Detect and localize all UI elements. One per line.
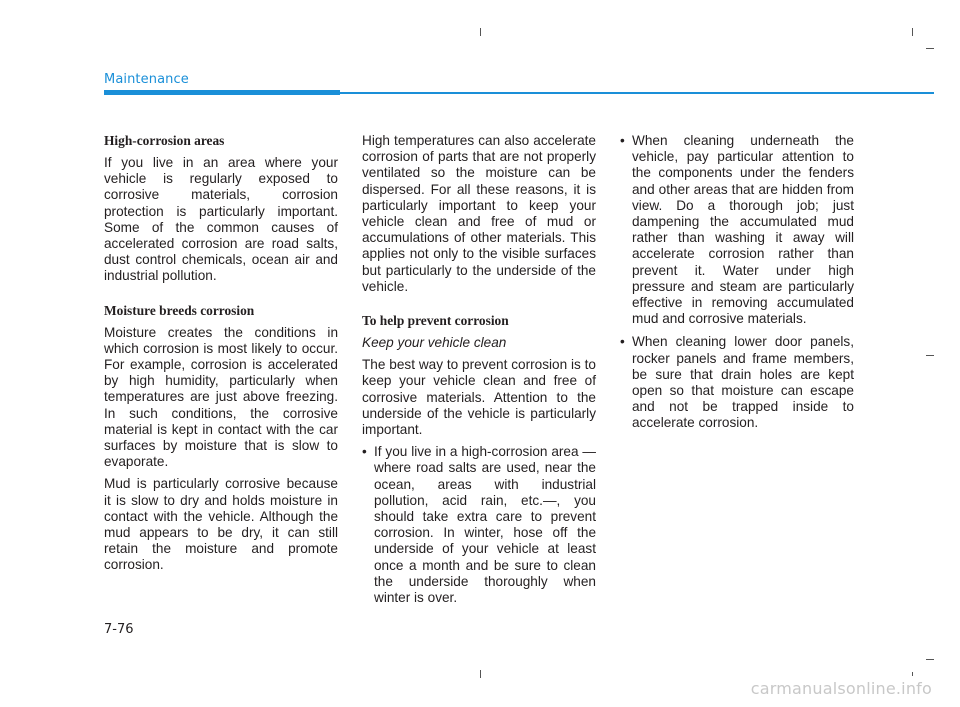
list-item-text: If you live in a high-corrosion area — where road salts are used, near the ocean, areas with industrial pollution, acid rain, etc.—, you should take extra care to prevent corrosion. In winter, hose off the underside of your vehicle at least once a month and be sure to clean the underside thoroughly when winter is over. bbox=[374, 444, 596, 606]
crop-mark-top-center bbox=[480, 28, 481, 36]
bullet-list bbox=[362, 444, 596, 606]
crop-mark-right-middle bbox=[926, 355, 934, 356]
bullet-icon: • bbox=[620, 133, 625, 148]
paragraph: If you live in an area where your vehicle is regularly exposed to corrosive materials, corrosion protection is particularly important. Some of the common causes of accelerated corrosion are road salts, dust control chemicals, ocean air and industrial pollution. bbox=[104, 155, 338, 284]
heading-to-help-prevent-corrosion: To help prevent corrosion bbox=[362, 313, 509, 329]
list-item-text: When cleaning underneath the vehicle, pay particular attention to the components under the fenders and other areas that are hidden from view. Do a thorough job; just dampening the accumulated mud rather than washing it away will accelerate corrosion rather than prevent it. Water under high pressure and steam are particularly effective in removing accumulated mud and corrosive materials. bbox=[632, 133, 854, 327]
column-2 bbox=[362, 133, 596, 613]
column-3 bbox=[620, 133, 854, 439]
paragraph: The best way to prevent corrosion is to keep your vehicle clean and free of corrosive materials. Attention to the underside of the vehicle is particularly important. bbox=[362, 357, 596, 438]
crop-mark-right-upper bbox=[926, 48, 934, 49]
list-item-text: When cleaning lower door panels, rocker panels and frame members, be sure that drain holes are kept open so that moisture can escape and not be trapped inside to accelerate corrosion. bbox=[632, 334, 854, 431]
paragraph: Mud is particularly corrosive because it is slow to dry and holds moisture in contact with the vehicle. Although the mud appears to be dry, it can still retain the moisture and promote corrosion. bbox=[104, 476, 338, 573]
paragraph: Moisture creates the conditions in which corrosion is most likely to occur. For example, corrosion is accelerated by high humidity, particularly when temperatures are just above freezing. In such conditions, the corrosive material is kept in contact with the car surfaces by moisture that is slow to evaporate. bbox=[104, 324, 338, 470]
heading-high-corrosion-areas: High-corrosion areas bbox=[104, 133, 225, 148]
bullet-list bbox=[620, 133, 854, 432]
paragraph: High temperatures can also accelerate corrosion of parts that are not properly ventilated so the moisture can be dispersed. For all these reasons, it is particularly important to keep your vehicle clean and free of mud or accumulations of other materials. This applies not only to the visible surfaces but particularly to the underside of the vehicle. bbox=[362, 133, 596, 294]
list-item bbox=[620, 334, 854, 431]
column-1 bbox=[104, 133, 338, 580]
header-rule-thin bbox=[340, 92, 934, 94]
crop-mark-top-right bbox=[912, 28, 913, 36]
header-rule-thick bbox=[104, 90, 340, 95]
crop-mark-bottom-right bbox=[912, 672, 913, 676]
crop-mark-right-lower bbox=[926, 659, 934, 660]
watermark-text: carmanualsonline.info bbox=[750, 679, 932, 698]
list-item bbox=[362, 444, 596, 606]
heading-moisture-breeds-corrosion: Moisture breeds corrosion bbox=[104, 302, 255, 318]
crop-mark-bottom-center bbox=[480, 670, 481, 678]
subheading-keep-vehicle-clean: Keep your vehicle clean bbox=[362, 335, 507, 351]
bullet-icon: • bbox=[362, 444, 367, 460]
list-item bbox=[620, 133, 854, 327]
page-number: 7-76 bbox=[104, 622, 134, 637]
section-label: Maintenance bbox=[104, 72, 189, 87]
bullet-icon: • bbox=[620, 334, 625, 350]
